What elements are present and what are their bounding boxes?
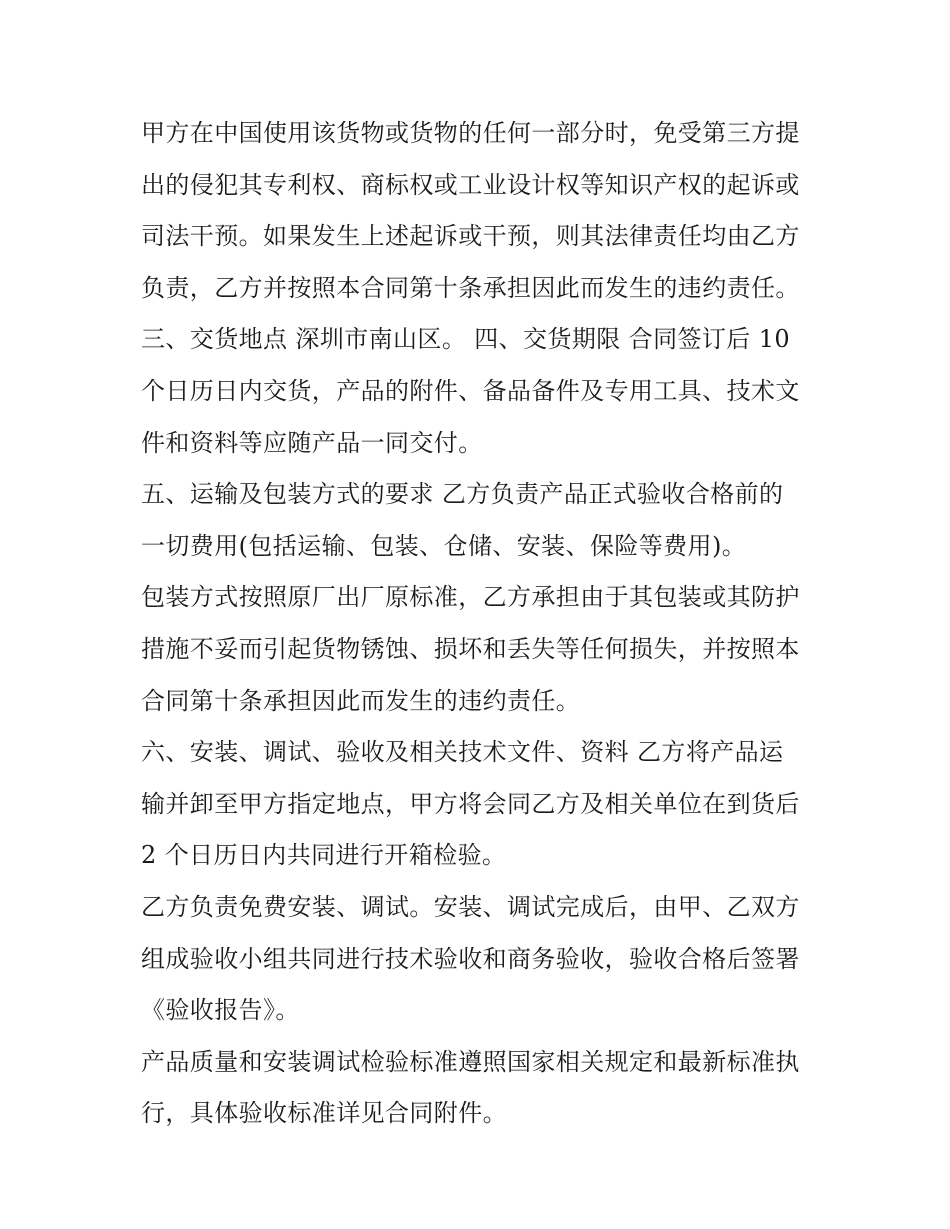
text-line: 负责，乙方并按照本合同第十条承担因此而发生的违约责任。 (141, 273, 800, 302)
text-line: 六、安装、调试、验收及相关技术文件、资料 乙方将产品运 (141, 738, 784, 767)
text-line: 措施不妥而引起货物锈蚀、损坏和丢失等任何损失，并按照本 (141, 634, 800, 663)
text-line: 一切费用(包括运输、包装、仓储、安装、保险等费用)。 (141, 531, 747, 560)
text-line: 司法干预。如果发生上述起诉或干预，则其法律责任均由乙方 (141, 222, 800, 251)
text-line: 五、运输及包装方式的要求 乙方负责产品正式验收合格前的 (141, 480, 784, 509)
text-line: 组成验收小组共同进行技术验收和商务验收，验收合格后签署 (141, 944, 800, 973)
text-line: 甲方在中国使用该货物或货物的任何一部分时，免受第三方提 (141, 119, 800, 147)
text-line: 包装方式按照原厂出厂原标准，乙方承担由于其包装或其防护 (141, 583, 800, 612)
text-line: 产品质量和安装调试检验标准遵照国家相关规定和最新标准执 (141, 1047, 800, 1076)
text-line: 2 个日历日内共同进行开箱检验。 (141, 841, 507, 870)
text-line: 出的侵犯其专利权、商标权或工业设计权等知识产权的起诉或 (141, 170, 800, 199)
text-line: 行，具体验收标准详见合同附件。 (141, 1099, 507, 1128)
text-line: 件和资料等应随产品一同交付。 (141, 428, 483, 457)
contract-text-block (141, 108, 821, 1140)
text-line: 个日历日内交货，产品的附件、备品备件及专用工具、技术文 (141, 376, 800, 405)
text-line: 乙方负责免费安装、调试。安装、调试完成后，由甲、乙双方 (141, 892, 800, 921)
text-line: 三、交货地点 深圳市南山区。 四、交货期限 合同签订后 10 (141, 325, 791, 354)
text-line: 合同第十条承担因此而发生的违约责任。 (141, 686, 581, 715)
text-line: 输并卸至甲方指定地点，甲方将会同乙方及相关单位在到货后 (141, 789, 800, 818)
text-line: 《验收报告》。 (141, 996, 300, 1025)
